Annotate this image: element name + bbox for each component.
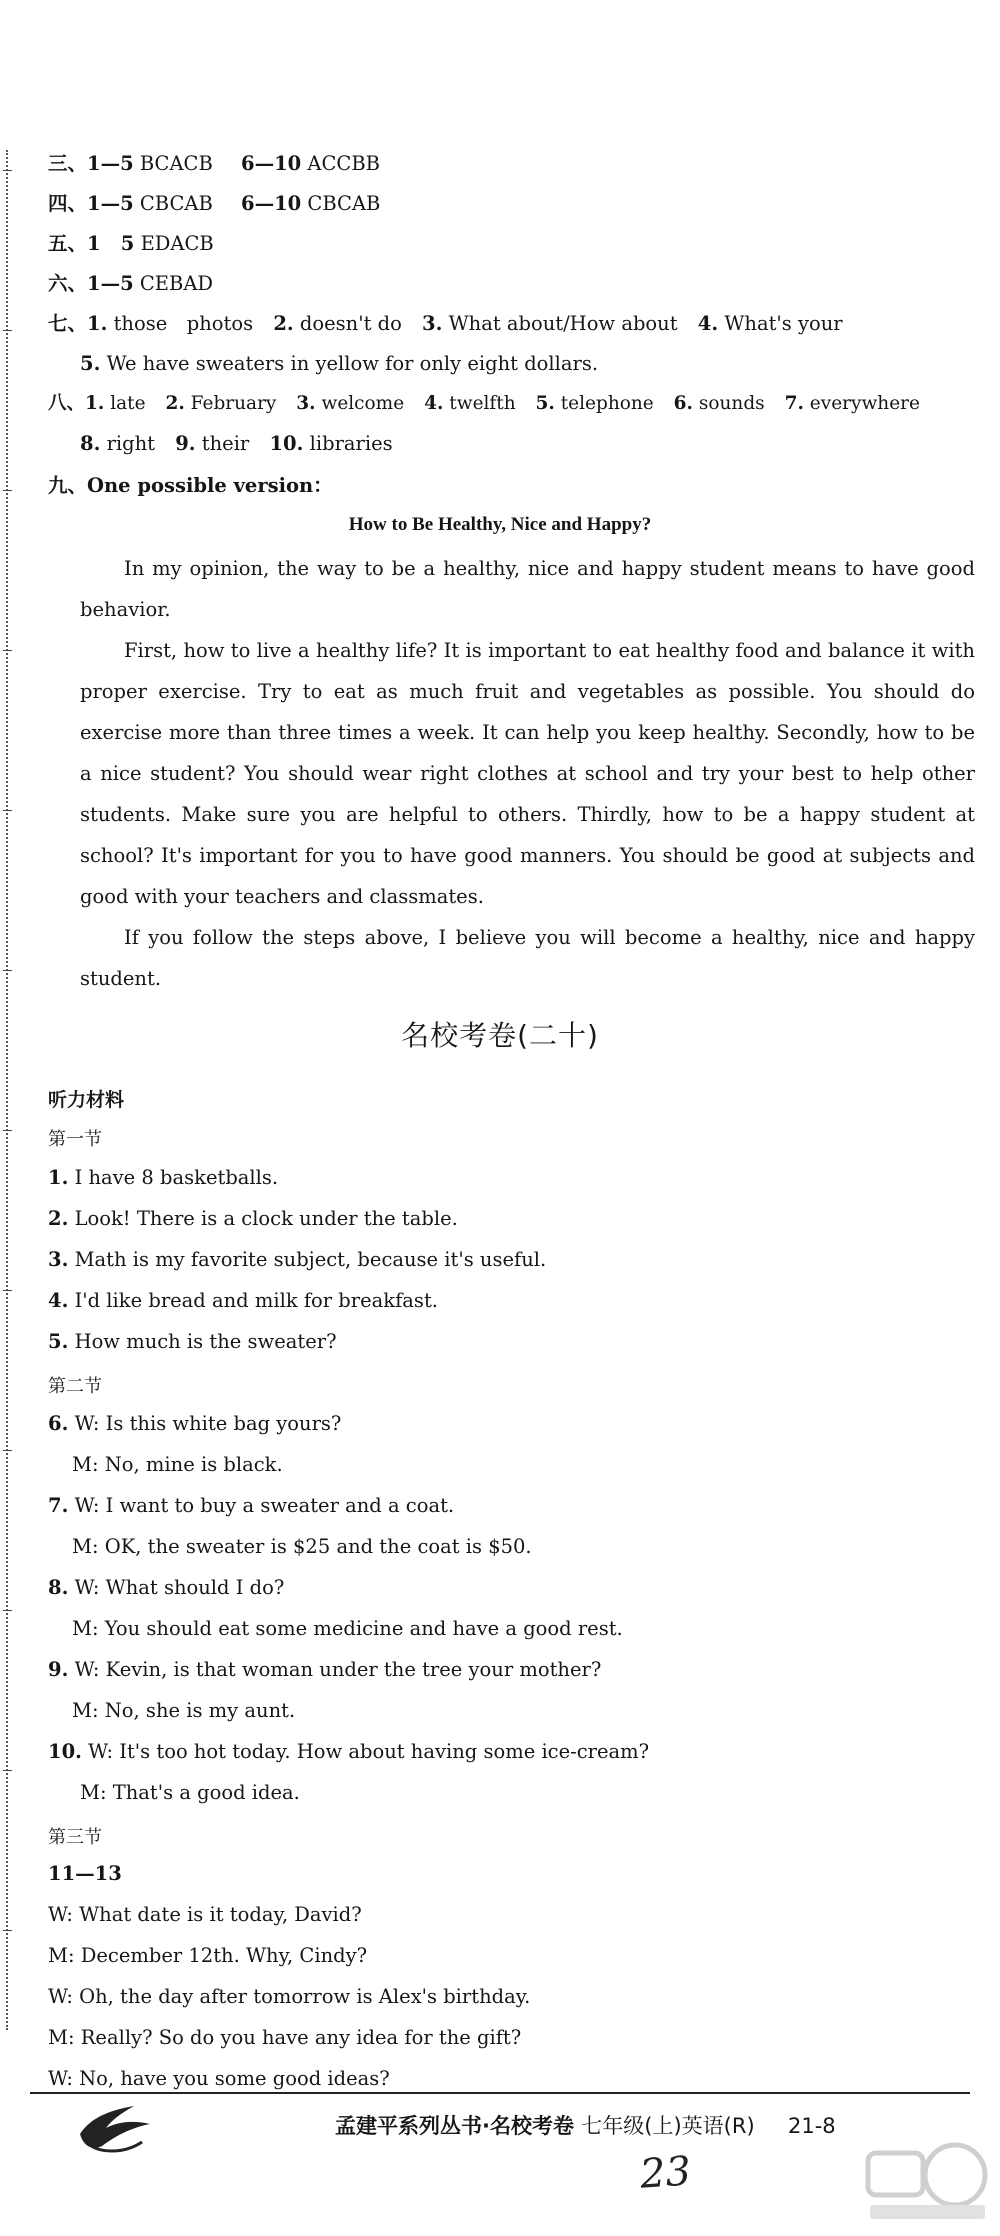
essay-paragraph-1: In my opinion, the way to be a healthy, nice and happy student means to have good behavior. xyxy=(80,557,975,621)
bird-logo-icon xyxy=(72,2096,162,2156)
dialog-6-w: 6. W: Is this white bag yours? xyxy=(48,1412,342,1435)
footer-series: 孟建平系列丛书·名校考卷 七年级(上)英语(R) 21-8 xyxy=(335,2114,836,2138)
binding-tick xyxy=(3,970,12,971)
listening-item-1: 1. I have 8 basketballs. xyxy=(48,1166,279,1189)
listening-heading: 听力材料 xyxy=(48,1089,125,1111)
binding-tick xyxy=(3,1930,12,1931)
listening-part-3: 第三节 xyxy=(48,1827,102,1848)
answer-line-3: 三、1—5 BCACB 6—10 ACCBB xyxy=(48,152,381,175)
essay-paragraph-2: First, how to live a healthy life? It is important to eat healthy food and balance it with proper exercise. Try to eat as much fruit and vegetables as possible. You should do exercise more than three times a week. It can help you keep healthy. Secondly, how to be a nice student? You should wear right clothes at school and try your best to help other students. Make sure you are helpful to others. Thirdly, how to be a happy student at school? It's important for you to have good manners. You should be good at subjects and good with your teachers and classmates. xyxy=(80,639,975,908)
answer-line-5: 五、1 5 EDACB xyxy=(48,232,214,255)
dialog-line: W: No, have you some good ideas? xyxy=(48,2067,390,2090)
listening-item-3: 3. Math is my favorite subject, because it's useful. xyxy=(48,1248,547,1271)
listening-item-5: 5. How much is the sweater? xyxy=(48,1330,337,1353)
listening-part-1: 第一节 xyxy=(48,1129,102,1150)
watermark-logo-icon xyxy=(860,2135,990,2225)
dialog-line: W: Oh, the day after tomorrow is Alex's birthday. xyxy=(48,1985,531,2008)
section-title: 名校考卷(二十) xyxy=(401,1019,599,1052)
answer-line-7b: 5. We have sweaters in yellow for only eight dollars. xyxy=(80,352,599,375)
dialog-10-m: M: That's a good idea. xyxy=(80,1781,300,1804)
answer-line-8: 八、1. late 2. February 3. welcome 4. twelfth 5. telephone 6. sounds 7. everywhere xyxy=(48,393,920,414)
binding-tick xyxy=(3,1770,12,1771)
binding-tick xyxy=(3,1290,12,1291)
binding-tick xyxy=(3,1610,12,1611)
answer-line-6: 六、1—5 CEBAD xyxy=(48,272,214,295)
dialog-8-w: 8. W: What should I do? xyxy=(48,1576,285,1599)
dialog-6-m: M: No, mine is black. xyxy=(72,1453,283,1476)
listening-item-4: 4. I'd like bread and milk for breakfast. xyxy=(48,1289,438,1312)
binding-tick xyxy=(3,1450,12,1451)
essay-paragraph-3: If you follow the steps above, I believe you will become a healthy, nice and happy student. xyxy=(80,926,975,990)
dialog-8-m: M: You should eat some medicine and have a good rest. xyxy=(72,1617,623,1640)
essay-title: How to Be Healthy, Nice and Happy? xyxy=(348,514,652,535)
dialog-line: M: Really? So do you have any idea for the gift? xyxy=(48,2026,522,2049)
listening-part-2: 第二节 xyxy=(48,1376,102,1397)
handwritten-page-number: 23 xyxy=(638,2148,693,2198)
binding-tick xyxy=(3,650,12,651)
dialog-7-w: 7. W: I want to buy a sweater and a coat. xyxy=(48,1494,455,1517)
dialog-line: W: What date is it today, David? xyxy=(48,1903,362,1926)
dialog-10-w: 10. W: It's too hot today. How about having some ice-cream? xyxy=(48,1740,650,1763)
dialog-line: M: December 12th. Why, Cindy? xyxy=(48,1944,368,1967)
dialog-9-m: M: No, she is my aunt. xyxy=(72,1699,296,1722)
dialog-7-m: M: OK, the sweater is $25 and the coat is $50. xyxy=(72,1535,532,1558)
binding-tick xyxy=(3,170,12,171)
binding-tick xyxy=(3,810,12,811)
footer-rule xyxy=(30,2092,970,2094)
binding-edge xyxy=(6,150,9,2030)
binding-tick xyxy=(3,490,12,491)
answer-line-4: 四、1—5 CBCAB 6—10 CBCAB xyxy=(48,192,381,215)
dialog-range: 11—13 xyxy=(48,1862,122,1885)
dialog-9-w: 9. W: Kevin, is that woman under the tree your mother? xyxy=(48,1658,602,1681)
answer-line-9: 九、One possible version： xyxy=(48,474,333,497)
binding-tick xyxy=(3,1130,12,1131)
listening-item-2: 2. Look! There is a clock under the table. xyxy=(48,1207,458,1230)
binding-tick xyxy=(3,330,12,331)
answer-line-7: 七、1. those photos 2. doesn't do 3. What about/How about 4. What's your xyxy=(48,312,843,335)
answer-line-8b: 8. right 9. their 10. libraries xyxy=(80,432,393,455)
